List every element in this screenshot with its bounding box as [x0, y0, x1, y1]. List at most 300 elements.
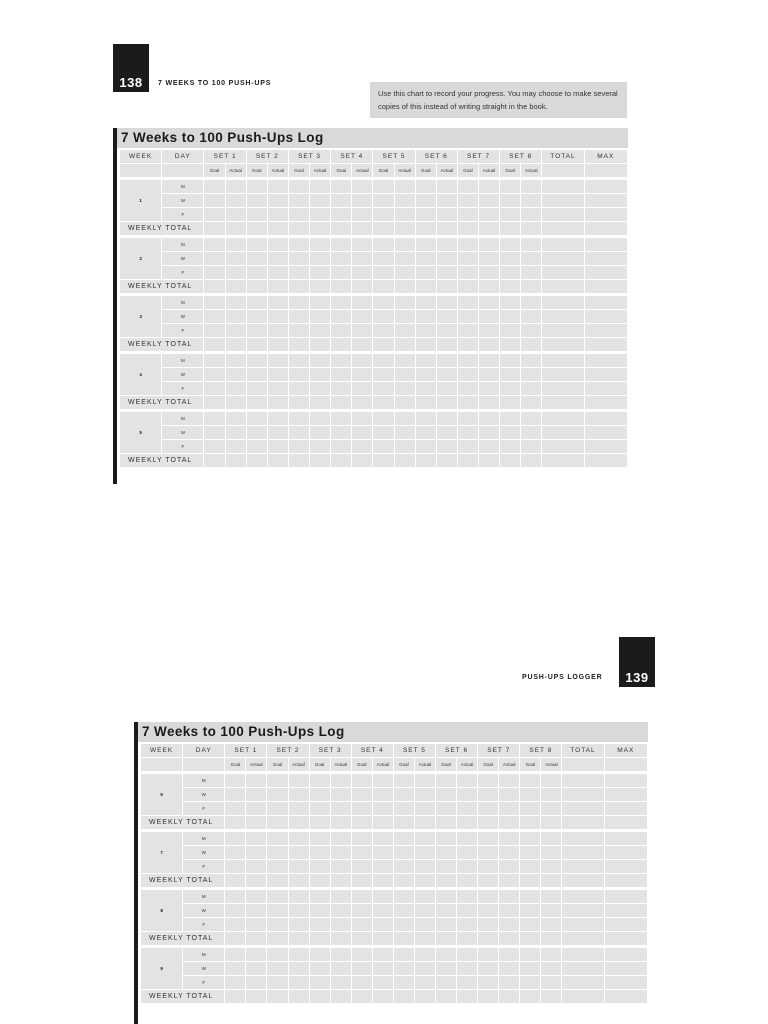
entry-cell[interactable]	[605, 890, 647, 903]
entry-cell[interactable]	[373, 180, 393, 193]
entry-cell[interactable]	[500, 440, 520, 453]
entry-cell[interactable]	[352, 412, 372, 425]
entry-cell[interactable]	[415, 788, 435, 801]
entry-cell[interactable]	[373, 396, 393, 409]
entry-cell[interactable]	[478, 860, 498, 873]
entry-cell[interactable]	[373, 222, 393, 235]
entry-cell[interactable]	[331, 354, 351, 367]
entry-cell[interactable]	[267, 890, 287, 903]
entry-cell[interactable]	[373, 280, 393, 293]
entry-cell[interactable]	[478, 962, 498, 975]
entry-cell[interactable]	[373, 368, 393, 381]
entry-cell[interactable]	[247, 324, 267, 337]
entry-cell[interactable]	[352, 368, 372, 381]
entry-cell[interactable]	[479, 426, 499, 439]
entry-cell[interactable]	[394, 976, 414, 989]
entry-cell[interactable]	[479, 412, 499, 425]
entry-cell[interactable]	[267, 860, 287, 873]
entry-cell[interactable]	[226, 208, 246, 221]
entry-cell[interactable]	[520, 976, 540, 989]
entry-cell[interactable]	[225, 932, 245, 945]
entry-cell[interactable]	[289, 904, 309, 917]
entry-cell[interactable]	[246, 816, 266, 829]
entry-cell[interactable]	[562, 962, 603, 975]
entry-cell[interactable]	[331, 990, 351, 1003]
entry-cell[interactable]	[562, 774, 603, 787]
entry-cell[interactable]	[226, 324, 246, 337]
entry-cell[interactable]	[246, 788, 266, 801]
entry-cell[interactable]	[225, 890, 245, 903]
entry-cell[interactable]	[562, 904, 603, 917]
entry-cell[interactable]	[373, 338, 393, 351]
entry-cell[interactable]	[499, 802, 519, 815]
entry-cell[interactable]	[479, 238, 499, 251]
entry-cell[interactable]	[352, 238, 372, 251]
entry-cell[interactable]	[268, 280, 288, 293]
entry-cell[interactable]	[373, 832, 393, 845]
entry-cell[interactable]	[395, 396, 415, 409]
entry-cell[interactable]	[585, 354, 627, 367]
entry-cell[interactable]	[521, 412, 541, 425]
entry-cell[interactable]	[394, 932, 414, 945]
entry-cell[interactable]	[437, 208, 457, 221]
entry-cell[interactable]	[521, 396, 541, 409]
entry-cell[interactable]	[267, 832, 287, 845]
entry-cell[interactable]	[542, 382, 583, 395]
entry-cell[interactable]	[373, 454, 393, 467]
entry-cell[interactable]	[437, 296, 457, 309]
entry-cell[interactable]	[204, 280, 224, 293]
entry-cell[interactable]	[373, 310, 393, 323]
entry-cell[interactable]	[352, 962, 372, 975]
entry-cell[interactable]	[585, 194, 627, 207]
entry-cell[interactable]	[352, 194, 372, 207]
entry-cell[interactable]	[352, 774, 372, 787]
entry-cell[interactable]	[226, 310, 246, 323]
entry-cell[interactable]	[479, 208, 499, 221]
entry-cell[interactable]	[521, 324, 541, 337]
entry-cell[interactable]	[331, 962, 351, 975]
entry-cell[interactable]	[247, 280, 267, 293]
entry-cell[interactable]	[500, 310, 520, 323]
entry-cell[interactable]	[415, 860, 435, 873]
entry-cell[interactable]	[541, 874, 561, 887]
entry-cell[interactable]	[310, 208, 330, 221]
entry-cell[interactable]	[246, 990, 266, 1003]
entry-cell[interactable]	[310, 324, 330, 337]
entry-cell[interactable]	[247, 338, 267, 351]
entry-cell[interactable]	[478, 890, 498, 903]
entry-cell[interactable]	[267, 774, 287, 787]
entry-cell[interactable]	[225, 774, 245, 787]
entry-cell[interactable]	[415, 816, 435, 829]
entry-cell[interactable]	[289, 354, 309, 367]
entry-cell[interactable]	[310, 338, 330, 351]
entry-cell[interactable]	[289, 266, 309, 279]
entry-cell[interactable]	[479, 252, 499, 265]
entry-cell[interactable]	[267, 788, 287, 801]
entry-cell[interactable]	[585, 266, 627, 279]
entry-cell[interactable]	[415, 962, 435, 975]
entry-cell[interactable]	[289, 802, 309, 815]
entry-cell[interactable]	[500, 252, 520, 265]
entry-cell[interactable]	[416, 412, 436, 425]
entry-cell[interactable]	[478, 846, 498, 859]
entry-cell[interactable]	[562, 918, 603, 931]
entry-cell[interactable]	[310, 802, 330, 815]
entry-cell[interactable]	[246, 860, 266, 873]
entry-cell[interactable]	[520, 918, 540, 931]
entry-cell[interactable]	[500, 396, 520, 409]
entry-cell[interactable]	[352, 324, 372, 337]
entry-cell[interactable]	[437, 368, 457, 381]
entry-cell[interactable]	[204, 310, 224, 323]
entry-cell[interactable]	[331, 338, 351, 351]
entry-cell[interactable]	[226, 440, 246, 453]
entry-cell[interactable]	[352, 860, 372, 873]
entry-cell[interactable]	[457, 874, 477, 887]
entry-cell[interactable]	[204, 208, 224, 221]
entry-cell[interactable]	[331, 788, 351, 801]
entry-cell[interactable]	[394, 774, 414, 787]
entry-cell[interactable]	[310, 310, 330, 323]
entry-cell[interactable]	[226, 280, 246, 293]
entry-cell[interactable]	[395, 368, 415, 381]
entry-cell[interactable]	[562, 860, 603, 873]
entry-cell[interactable]	[226, 266, 246, 279]
entry-cell[interactable]	[267, 802, 287, 815]
entry-cell[interactable]	[458, 338, 478, 351]
entry-cell[interactable]	[352, 310, 372, 323]
entry-cell[interactable]	[395, 280, 415, 293]
entry-cell[interactable]	[521, 194, 541, 207]
entry-cell[interactable]	[352, 296, 372, 309]
entry-cell[interactable]	[268, 252, 288, 265]
entry-cell[interactable]	[478, 990, 498, 1003]
entry-cell[interactable]	[310, 932, 330, 945]
entry-cell[interactable]	[458, 396, 478, 409]
entry-cell[interactable]	[416, 208, 436, 221]
entry-cell[interactable]	[395, 382, 415, 395]
entry-cell[interactable]	[289, 426, 309, 439]
entry-cell[interactable]	[562, 846, 603, 859]
entry-cell[interactable]	[541, 860, 561, 873]
entry-cell[interactable]	[520, 904, 540, 917]
entry-cell[interactable]	[479, 440, 499, 453]
entry-cell[interactable]	[289, 296, 309, 309]
entry-cell[interactable]	[458, 208, 478, 221]
entry-cell[interactable]	[352, 382, 372, 395]
entry-cell[interactable]	[247, 368, 267, 381]
entry-cell[interactable]	[605, 774, 647, 787]
entry-cell[interactable]	[605, 990, 647, 1003]
entry-cell[interactable]	[585, 338, 627, 351]
entry-cell[interactable]	[373, 412, 393, 425]
entry-cell[interactable]	[437, 238, 457, 251]
entry-cell[interactable]	[437, 194, 457, 207]
entry-cell[interactable]	[437, 338, 457, 351]
entry-cell[interactable]	[289, 890, 309, 903]
entry-cell[interactable]	[373, 296, 393, 309]
entry-cell[interactable]	[437, 222, 457, 235]
entry-cell[interactable]	[500, 180, 520, 193]
entry-cell[interactable]	[247, 208, 267, 221]
entry-cell[interactable]	[310, 426, 330, 439]
entry-cell[interactable]	[605, 932, 647, 945]
entry-cell[interactable]	[478, 816, 498, 829]
entry-cell[interactable]	[585, 426, 627, 439]
entry-cell[interactable]	[479, 338, 499, 351]
entry-cell[interactable]	[499, 962, 519, 975]
entry-cell[interactable]	[437, 426, 457, 439]
entry-cell[interactable]	[247, 194, 267, 207]
entry-cell[interactable]	[585, 208, 627, 221]
entry-cell[interactable]	[331, 194, 351, 207]
entry-cell[interactable]	[436, 832, 456, 845]
entry-cell[interactable]	[289, 208, 309, 221]
entry-cell[interactable]	[395, 180, 415, 193]
entry-cell[interactable]	[521, 266, 541, 279]
entry-cell[interactable]	[352, 454, 372, 467]
entry-cell[interactable]	[478, 832, 498, 845]
entry-cell[interactable]	[458, 324, 478, 337]
entry-cell[interactable]	[542, 354, 583, 367]
entry-cell[interactable]	[478, 918, 498, 931]
entry-cell[interactable]	[289, 440, 309, 453]
entry-cell[interactable]	[373, 846, 393, 859]
entry-cell[interactable]	[521, 208, 541, 221]
entry-cell[interactable]	[479, 454, 499, 467]
entry-cell[interactable]	[268, 296, 288, 309]
entry-cell[interactable]	[542, 252, 583, 265]
entry-cell[interactable]	[416, 310, 436, 323]
entry-cell[interactable]	[394, 990, 414, 1003]
entry-cell[interactable]	[520, 948, 540, 961]
entry-cell[interactable]	[204, 194, 224, 207]
entry-cell[interactable]	[204, 412, 224, 425]
entry-cell[interactable]	[436, 860, 456, 873]
entry-cell[interactable]	[521, 310, 541, 323]
entry-cell[interactable]	[373, 774, 393, 787]
entry-cell[interactable]	[542, 440, 583, 453]
entry-cell[interactable]	[373, 918, 393, 931]
entry-cell[interactable]	[225, 904, 245, 917]
entry-cell[interactable]	[457, 990, 477, 1003]
entry-cell[interactable]	[352, 280, 372, 293]
entry-cell[interactable]	[416, 382, 436, 395]
entry-cell[interactable]	[521, 440, 541, 453]
entry-cell[interactable]	[605, 948, 647, 961]
entry-cell[interactable]	[415, 990, 435, 1003]
entry-cell[interactable]	[268, 396, 288, 409]
entry-cell[interactable]	[500, 338, 520, 351]
entry-cell[interactable]	[246, 832, 266, 845]
entry-cell[interactable]	[310, 990, 330, 1003]
entry-cell[interactable]	[436, 788, 456, 801]
entry-cell[interactable]	[246, 802, 266, 815]
entry-cell[interactable]	[521, 180, 541, 193]
entry-cell[interactable]	[437, 180, 457, 193]
entry-cell[interactable]	[562, 788, 603, 801]
entry-cell[interactable]	[437, 252, 457, 265]
entry-cell[interactable]	[415, 890, 435, 903]
entry-cell[interactable]	[331, 382, 351, 395]
entry-cell[interactable]	[541, 990, 561, 1003]
entry-cell[interactable]	[395, 266, 415, 279]
entry-cell[interactable]	[521, 222, 541, 235]
entry-cell[interactable]	[246, 874, 266, 887]
entry-cell[interactable]	[394, 846, 414, 859]
entry-cell[interactable]	[225, 948, 245, 961]
entry-cell[interactable]	[247, 252, 267, 265]
entry-cell[interactable]	[499, 816, 519, 829]
entry-cell[interactable]	[268, 354, 288, 367]
entry-cell[interactable]	[437, 310, 457, 323]
entry-cell[interactable]	[520, 874, 540, 887]
entry-cell[interactable]	[331, 802, 351, 815]
entry-cell[interactable]	[331, 180, 351, 193]
entry-cell[interactable]	[585, 310, 627, 323]
entry-cell[interactable]	[310, 788, 330, 801]
entry-cell[interactable]	[457, 948, 477, 961]
entry-cell[interactable]	[268, 238, 288, 251]
entry-cell[interactable]	[246, 918, 266, 931]
entry-cell[interactable]	[394, 802, 414, 815]
entry-cell[interactable]	[542, 426, 583, 439]
entry-cell[interactable]	[310, 440, 330, 453]
entry-cell[interactable]	[437, 354, 457, 367]
entry-cell[interactable]	[310, 976, 330, 989]
entry-cell[interactable]	[585, 396, 627, 409]
entry-cell[interactable]	[267, 962, 287, 975]
entry-cell[interactable]	[457, 788, 477, 801]
entry-cell[interactable]	[204, 338, 224, 351]
entry-cell[interactable]	[373, 208, 393, 221]
entry-cell[interactable]	[247, 454, 267, 467]
entry-cell[interactable]	[267, 846, 287, 859]
entry-cell[interactable]	[416, 354, 436, 367]
entry-cell[interactable]	[541, 976, 561, 989]
entry-cell[interactable]	[542, 368, 583, 381]
entry-cell[interactable]	[268, 222, 288, 235]
entry-cell[interactable]	[373, 382, 393, 395]
entry-cell[interactable]	[268, 440, 288, 453]
entry-cell[interactable]	[541, 948, 561, 961]
entry-cell[interactable]	[542, 338, 583, 351]
entry-cell[interactable]	[457, 890, 477, 903]
entry-cell[interactable]	[458, 354, 478, 367]
entry-cell[interactable]	[373, 990, 393, 1003]
entry-cell[interactable]	[268, 412, 288, 425]
entry-cell[interactable]	[373, 976, 393, 989]
entry-cell[interactable]	[520, 846, 540, 859]
entry-cell[interactable]	[395, 412, 415, 425]
entry-cell[interactable]	[457, 976, 477, 989]
entry-cell[interactable]	[415, 976, 435, 989]
entry-cell[interactable]	[289, 874, 309, 887]
entry-cell[interactable]	[458, 252, 478, 265]
entry-cell[interactable]	[268, 454, 288, 467]
entry-cell[interactable]	[499, 976, 519, 989]
entry-cell[interactable]	[204, 454, 224, 467]
entry-cell[interactable]	[394, 788, 414, 801]
entry-cell[interactable]	[499, 832, 519, 845]
entry-cell[interactable]	[500, 222, 520, 235]
entry-cell[interactable]	[331, 368, 351, 381]
entry-cell[interactable]	[520, 774, 540, 787]
entry-cell[interactable]	[331, 426, 351, 439]
entry-cell[interactable]	[267, 948, 287, 961]
entry-cell[interactable]	[226, 368, 246, 381]
entry-cell[interactable]	[225, 976, 245, 989]
entry-cell[interactable]	[542, 454, 583, 467]
entry-cell[interactable]	[310, 368, 330, 381]
entry-cell[interactable]	[458, 440, 478, 453]
entry-cell[interactable]	[479, 296, 499, 309]
entry-cell[interactable]	[542, 222, 583, 235]
entry-cell[interactable]	[521, 238, 541, 251]
entry-cell[interactable]	[373, 194, 393, 207]
entry-cell[interactable]	[331, 396, 351, 409]
entry-cell[interactable]	[437, 280, 457, 293]
entry-cell[interactable]	[373, 948, 393, 961]
entry-cell[interactable]	[226, 180, 246, 193]
entry-cell[interactable]	[310, 890, 330, 903]
entry-cell[interactable]	[542, 310, 583, 323]
entry-cell[interactable]	[310, 962, 330, 975]
entry-cell[interactable]	[267, 976, 287, 989]
entry-cell[interactable]	[204, 252, 224, 265]
entry-cell[interactable]	[416, 280, 436, 293]
entry-cell[interactable]	[542, 180, 583, 193]
entry-cell[interactable]	[246, 846, 266, 859]
entry-cell[interactable]	[310, 904, 330, 917]
entry-cell[interactable]	[542, 296, 583, 309]
entry-cell[interactable]	[542, 208, 583, 221]
entry-cell[interactable]	[415, 802, 435, 815]
entry-cell[interactable]	[458, 310, 478, 323]
entry-cell[interactable]	[289, 338, 309, 351]
entry-cell[interactable]	[246, 976, 266, 989]
entry-cell[interactable]	[226, 426, 246, 439]
entry-cell[interactable]	[373, 932, 393, 945]
entry-cell[interactable]	[394, 874, 414, 887]
entry-cell[interactable]	[416, 396, 436, 409]
entry-cell[interactable]	[458, 238, 478, 251]
entry-cell[interactable]	[521, 426, 541, 439]
entry-cell[interactable]	[499, 990, 519, 1003]
entry-cell[interactable]	[225, 962, 245, 975]
entry-cell[interactable]	[437, 324, 457, 337]
entry-cell[interactable]	[478, 788, 498, 801]
entry-cell[interactable]	[373, 238, 393, 251]
entry-cell[interactable]	[415, 874, 435, 887]
entry-cell[interactable]	[310, 918, 330, 931]
entry-cell[interactable]	[541, 802, 561, 815]
entry-cell[interactable]	[395, 454, 415, 467]
entry-cell[interactable]	[352, 874, 372, 887]
entry-cell[interactable]	[247, 238, 267, 251]
entry-cell[interactable]	[585, 222, 627, 235]
entry-cell[interactable]	[521, 280, 541, 293]
entry-cell[interactable]	[605, 962, 647, 975]
entry-cell[interactable]	[246, 932, 266, 945]
entry-cell[interactable]	[585, 296, 627, 309]
entry-cell[interactable]	[458, 382, 478, 395]
entry-cell[interactable]	[331, 874, 351, 887]
entry-cell[interactable]	[268, 266, 288, 279]
entry-cell[interactable]	[331, 904, 351, 917]
